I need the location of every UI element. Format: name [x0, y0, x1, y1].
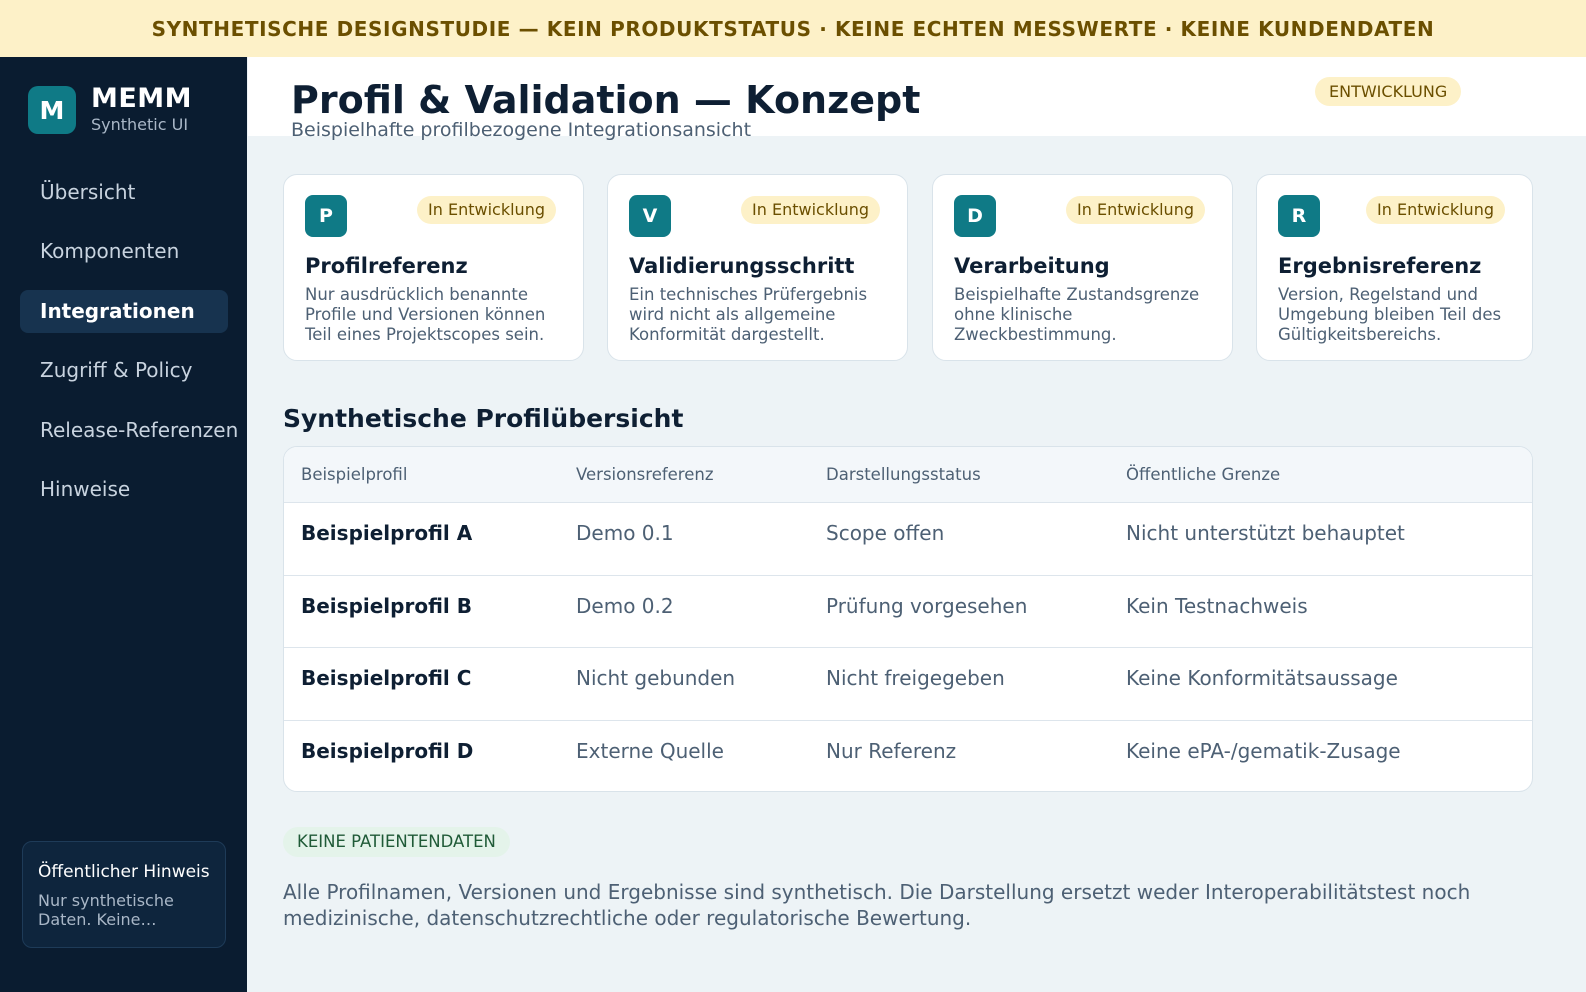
version-ref: Demo 0.2	[576, 593, 674, 618]
profile-icon: P	[305, 195, 347, 237]
page-header	[248, 57, 1586, 141]
validation-icon: V	[629, 195, 671, 237]
sidebar-nav	[20, 171, 247, 527]
footer-disclaimer: Alle Profilnamen, Versionen und Ergebnisse sind synthetisch. Die Darstellung ersetzt weder Interoperabilitätstest noch medizinische, datenschutzrechtliche oder regulatorische Bewertung.	[283, 880, 1471, 930]
notice-title: Öffentlicher Hinweis	[38, 862, 210, 882]
profile-name: Beispielprofil D	[301, 738, 474, 763]
card-verarbeitung	[932, 174, 1233, 361]
profile-name: Beispielprofil C	[301, 666, 472, 690]
card-ergebnisreferenz	[1256, 174, 1533, 361]
status-badge: In Entwicklung	[417, 196, 556, 224]
public-boundary: Keine Konformitätsaussage	[1126, 666, 1398, 690]
sidebar	[0, 57, 247, 992]
status-badge: ENTWICKLUNG	[1315, 77, 1461, 106]
table-row[interactable]	[284, 720, 1532, 793]
section-title: Synthetische Profilübersicht	[283, 404, 684, 433]
sidebar-item-integrationen[interactable]: Integrationen	[20, 290, 228, 333]
page-title: Profil & Validation — Konzept	[291, 78, 921, 122]
table-row[interactable]	[284, 647, 1532, 720]
sidebar-item-zugriff-policy[interactable]: Zugriff & Policy	[40, 358, 193, 383]
display-status: Nicht freigegeben	[826, 666, 1005, 690]
brand-name: MEMM	[91, 83, 193, 114]
card-validierungsschritt	[607, 174, 908, 361]
card-title: Verarbeitung	[954, 254, 1110, 278]
version-ref: Externe Quelle	[576, 738, 724, 763]
public-notice	[22, 841, 226, 948]
column-header: Versionsreferenz	[576, 465, 714, 484]
display-status: Prüfung vorgesehen	[826, 593, 1028, 618]
display-status: Scope offen	[826, 521, 945, 545]
public-boundary: Nicht unterstützt behauptet	[1126, 521, 1405, 545]
processing-icon: D	[954, 195, 996, 237]
version-ref: Nicht gebunden	[576, 666, 736, 690]
disclaimer-banner: SYNTHETISCHE DESIGNSTUDIE — KEIN PRODUKTSTATUS · KEINE ECHTEN MESSWERTE · KEINE KUNDENDATEN	[0, 0, 1586, 57]
card-text: Beispielhafte Zustandsgrenze ohne klinische Zweckbestimmung.	[954, 285, 1200, 344]
profile-name: Beispielprofil A	[301, 521, 473, 545]
sidebar-item-komponenten[interactable]: Komponenten	[40, 239, 180, 264]
status-badge: In Entwicklung	[741, 196, 880, 224]
card-text: Nur ausdrücklich benannte Profile und Versionen können Teil eines Projektscopes sein.	[305, 285, 546, 344]
sidebar-item-release-referenzen[interactable]: Release-Referenzen	[40, 417, 239, 442]
card-title: Profilreferenz	[305, 254, 468, 278]
column-header: Beispielprofil	[301, 465, 408, 484]
card-profilreferenz	[283, 174, 584, 361]
version-ref: Demo 0.1	[576, 521, 674, 545]
card-text: Ein technisches Prüfergebnis wird nicht als allgemeine Konformität dargestellt.	[629, 285, 868, 344]
card-text: Version, Regelstand und Umgebung bleiben Teil des Gültigkeitsbereichs.	[1278, 285, 1502, 344]
profile-table	[283, 446, 1533, 792]
result-icon: R	[1278, 195, 1320, 237]
public-boundary: Keine ePA-/gematik-Zusage	[1126, 738, 1401, 763]
page-subtitle: Beispielhafte profilbezogene Integrationsansicht	[291, 119, 752, 141]
profile-name: Beispielprofil B	[301, 593, 472, 618]
display-status: Nur Referenz	[826, 738, 957, 763]
brand	[28, 85, 192, 135]
brand-subtitle: Synthetic UI	[91, 115, 189, 134]
sidebar-item-uebersicht[interactable]: Übersicht	[40, 180, 136, 204]
no-patient-data-badge: KEINE PATIENTENDATEN	[283, 827, 510, 857]
notice-text: Nur synthetische Daten. Keine…	[38, 891, 174, 929]
status-badge: In Entwicklung	[1366, 196, 1505, 224]
card-title: Ergebnisreferenz	[1278, 254, 1482, 278]
table-row[interactable]	[284, 502, 1532, 575]
public-boundary: Kein Testnachweis	[1126, 593, 1308, 618]
column-header: Darstellungsstatus	[826, 465, 981, 484]
logo-icon: M	[28, 86, 76, 134]
table-row[interactable]	[284, 575, 1532, 648]
column-header: Öffentliche Grenze	[1126, 465, 1281, 484]
card-title: Validierungsschritt	[629, 254, 855, 278]
table-header	[284, 447, 1532, 502]
sidebar-item-hinweise[interactable]: Hinweise	[40, 476, 131, 501]
status-badge: In Entwicklung	[1066, 196, 1205, 224]
